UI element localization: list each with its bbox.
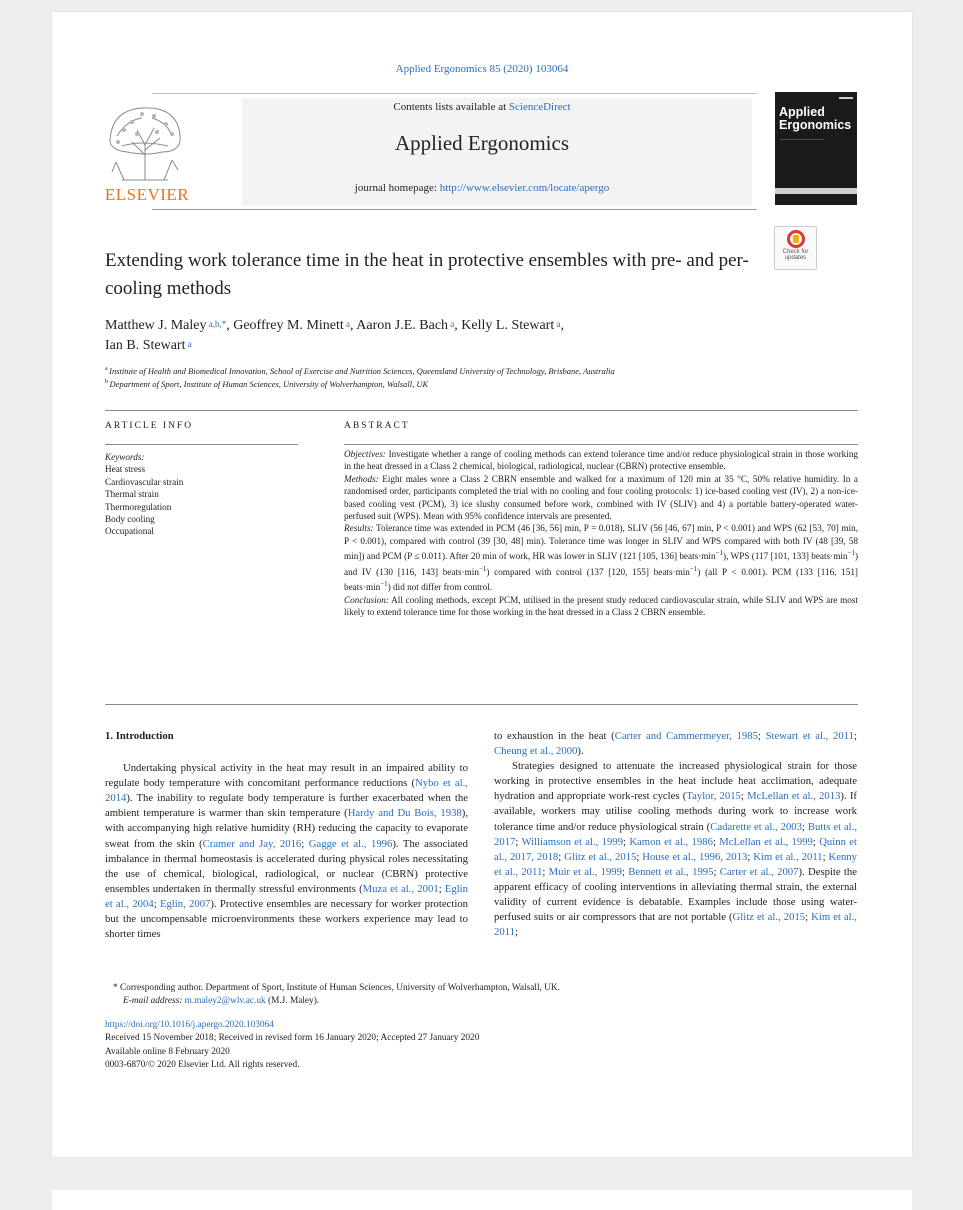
paragraph: Undertaking physical activity in the heat may result in an impaired ability to regulate body temperature with concomitant performance reductions (Nybo et al., 2014). The inability to regulate body temperature is further exacerbated when the ambient temperature is warmer than skin temperature (Hardy and Du Bois, 1938), with accompanying high relative humidity (RH) reducing the capacity to evaporate sweat from the skin (Cramer and Jay, 2016; Gagge et al., 1996). The associated imbalance in thermal homeostasis is accelerated during physical roles necessitating the use of chemical, biological, radiological, or nuclear (CBRN) protective ensembles undertaken in thermally stressful environments (Muza et al., 2001; Eglin et al., 2004; Eglin, 2007). Protective ensembles are necessary for worker protection but the uncompensable microenvironments these workers experience may lead to shorter times bbox=[105, 762, 468, 941]
keyword: Cardiovascular strain bbox=[105, 476, 184, 487]
citation-link[interactable]: Williamson et al., 1999 bbox=[521, 835, 624, 848]
affiliations bbox=[105, 364, 805, 390]
body-column-right bbox=[494, 729, 857, 940]
abstract-objectives: Objectives: Investigate whether a range of cooling methods can extend tolerance time and/or reduce physiological strain in those working in the heat dressed in a Class 2 chemical, biological, radiological, nuclear (CBRN) protective ensemble. bbox=[344, 449, 859, 472]
check-updates-label: Check for updates bbox=[782, 249, 809, 261]
citation-link[interactable]: Kenny et al., 2011 bbox=[494, 850, 857, 878]
homepage-link[interactable]: http://www.elsevier.com/locate/apergo bbox=[439, 182, 610, 194]
cover-subtitle: ——————————— bbox=[780, 136, 824, 141]
citation-link[interactable]: Quinn et al., 2017, 2018 bbox=[494, 835, 857, 863]
citation-link[interactable]: Muza et al., 2001 bbox=[362, 882, 439, 895]
author-list: Matthew J. Maley $^{a,b,*}$, Geoffrey M. Minett $^a$, Aaron J.E. Bach $^a$, Kelly L. Stewart $^a$, Ian B. Stewart $^a$ bbox=[105, 318, 564, 353]
abstract-rule bbox=[344, 444, 858, 445]
cover-title: Applied Ergonomics bbox=[779, 105, 852, 132]
corresponding-author-footnote: * Corresponding author. Department of Sport, Institute of Human Sciences, University of Wolverhampton, Walsall, UK. E-mail address: m.maley2@wlv.ac.uk (M.J. Maley). bbox=[113, 983, 560, 1006]
citation-link[interactable]: Kim et al., 2011 bbox=[494, 911, 857, 939]
email-link[interactable]: m.maley2@wlv.ac.uk bbox=[184, 996, 266, 1006]
paragraph: Strategies designed to attenuate the increased physiological strain for those working in protective ensembles in the heat include heat acclimation, adequate hydration and appropriate work-rest cycles (Taylor, 2015; McLellan et al., 2013). If available, workers may utilise cooling methods during work to increase work tolerance time and/or reduce physiological strain (Cadarette et al., 2003; Butts et al., 2017; Williamson et al., 1999; Kamon et al., 1986; McLellan et al., 1999; Quinn et al., 2017, 2018; Glitz et al., 2015; House et al., 1996, 2013; Kim et al., 2011; Kenny et al., 2011; Muir et al., 1999; Bennett et al., 1995; Carter et al., 2007). Despite the apparent efficacy of cooling interventions in alleviating thermal strain, the external validity of current evidence is debatable. Examples include those using water-perfused suits or air compressors that are not portable (Glitz et al., 2015; Kim et al., 2011; bbox=[494, 760, 857, 939]
check-for-updates-badge[interactable] bbox=[774, 226, 817, 270]
doi-link[interactable]: https://doi.org/10.1016/j.apergo.2020.103064 bbox=[105, 1020, 274, 1030]
copyright: 0003-6870/© 2020 Elsevier Ltd. All rights reserved. bbox=[105, 1059, 300, 1070]
contents-prefix: Contents lists available at bbox=[393, 101, 509, 113]
keyword: Thermal strain bbox=[105, 489, 159, 500]
citation-link[interactable]: Carter et al., 2007 bbox=[719, 865, 799, 878]
author-name: Ian B. Stewart bbox=[105, 338, 186, 353]
header-top-rule bbox=[152, 93, 757, 94]
journal-title: Applied Ergonomics bbox=[394, 131, 569, 155]
citation-link[interactable]: Eglin, 2007 bbox=[159, 897, 211, 910]
citation-link[interactable]: Eglin et al., 2004 bbox=[105, 882, 468, 910]
abstract-conclusion: Conclusion: All cooling methods, except PCM, utilised in the present study reduced cardiovascular strain, while SLIV and WPS are most likely to extend tolerance time for those working in the heat dressed in a Class 2 CBRN ensemble. bbox=[344, 594, 858, 618]
available-online: Available online 8 February 2020 bbox=[105, 1046, 230, 1057]
sciencedirect-link[interactable]: ScienceDirect bbox=[508, 101, 571, 113]
citation-link[interactable]: Cramer and Jay, 2016 bbox=[202, 837, 302, 850]
citation-link[interactable]: Cadarette et al., 2003 bbox=[710, 820, 802, 833]
author-name: Kelly L. Stewart bbox=[461, 318, 555, 333]
keyword: Thermoregulation bbox=[105, 501, 172, 512]
author-affiliation-marker[interactable]: a bbox=[448, 319, 455, 329]
keyword: Occupational bbox=[105, 526, 154, 537]
keyword: Heat stress bbox=[105, 464, 146, 475]
citation-link[interactable]: McLellan et al., 2013 bbox=[747, 790, 841, 803]
cover-bottom-bar bbox=[775, 188, 857, 194]
email-suffix: (M.J. Maley). bbox=[268, 996, 320, 1006]
citation-link[interactable]: Gagge et al., 1996 bbox=[308, 837, 393, 850]
article-info-rule bbox=[105, 444, 298, 445]
author-name: Aaron J.E. Bach bbox=[356, 318, 449, 333]
author-affiliation-marker[interactable]: a bbox=[554, 319, 561, 329]
header-bottom-rule bbox=[152, 209, 757, 210]
author-affiliation-marker[interactable]: a bbox=[343, 319, 351, 329]
email-label: E-mail address: bbox=[123, 996, 183, 1006]
journal-reference[interactable] bbox=[52, 63, 912, 75]
citation-link[interactable]: Muir et al., 1999 bbox=[548, 865, 622, 878]
keyword: Body cooling bbox=[105, 514, 155, 525]
citation-link[interactable]: House et al., 1996, 2013 bbox=[642, 850, 748, 863]
section-heading-introduction: 1. Introduction bbox=[105, 730, 174, 742]
paragraph-continued: to exhaustion in the heat (Carter and Cammermeyer, 1985; Stewart et al., 2011; Cheung et al., 2000). bbox=[494, 730, 857, 758]
abstract-heading: ABSTRACT bbox=[344, 421, 410, 431]
cover-top-mark bbox=[839, 97, 853, 99]
keywords-block bbox=[105, 451, 295, 538]
citation-link[interactable]: Butts et al., 2017 bbox=[494, 820, 857, 848]
journal-cover-thumbnail[interactable] bbox=[775, 92, 857, 205]
citation-link[interactable]: Kim et al., 2011 bbox=[753, 850, 823, 863]
citation-link[interactable]: Nybo et al., 2014 bbox=[105, 777, 468, 805]
affiliation-b: $^b$ Department of Sport, Institute of Human Sciences, University of Wolverhampton, Walsall, UK bbox=[105, 378, 429, 389]
homepage-prefix: journal homepage: bbox=[354, 182, 440, 194]
author-affiliation-marker[interactable]: a,b,* bbox=[206, 319, 227, 329]
received-dates: Received 15 November 2018; Received in revised form 16 January 2020; Accepted 27 January 2020 bbox=[105, 1033, 480, 1044]
divider bbox=[105, 704, 858, 705]
author-name: Geoffrey M. Minett bbox=[233, 318, 344, 333]
corresponding-author-text: Corresponding author. Department of Sport, Institute of Human Sciences, University of Wolverhampton, Walsall, UK. bbox=[119, 983, 560, 993]
elsevier-wordmark: ELSEVIER bbox=[104, 185, 190, 204]
citation-link[interactable]: Carter and Cammermeyer, 1985 bbox=[614, 730, 758, 742]
citation-link[interactable]: Bennett et al., 1995 bbox=[628, 865, 714, 878]
body-column-left bbox=[105, 729, 468, 942]
citation-link[interactable]: Glitz et al., 2015 bbox=[732, 911, 806, 924]
article-title: Extending work tolerance time in the heat in protective ensembles with pre- and per-cooling methods bbox=[105, 250, 749, 299]
citation-link[interactable]: McLellan et al., 1999 bbox=[719, 835, 813, 848]
citation-link[interactable]: Cheung et al., 2000 bbox=[494, 745, 578, 758]
affiliation-a: $^a$ Institute of Health and Biomedical Innovation, School of Exercise and Nutrition Sciences, Queensland University of Technology, Brisbane, Australia bbox=[105, 365, 615, 376]
abstract-body bbox=[344, 448, 858, 618]
next-page-edge bbox=[52, 1190, 912, 1210]
author-name: Matthew J. Maley bbox=[105, 318, 207, 333]
citation-link[interactable]: Glitz et al., 2015 bbox=[564, 850, 637, 863]
abstract-results: Results: Tolerance time was extended in PCM (46 [36, 56] min, P = 0.018), SLIV (56 [46, 67] min, P < 0.001) and WPS (62 [53, 70] min, P < 0.001), compared with control (39 [30, 48] min). Tolerance time was longer in SLIV and WPS compared with both IV (48 [39, 58 min]) and PCM (P ≤ 0.011). After 20 min of work, HR was lower in SLIV (121 [105, 136] $beats\cdot\min^{-1}$), WPS (117 [101, 133] $beats\cdot\min^{-1}$) and IV (130 [116, 143] $beats\cdot\min^{-1}$) compared with control (137 [120, 155] $beats\cdot\min^{-1}$) (all P < 0.001). PCM (133 [116, 151] $beats\cdot\min^{-1}$) did not differ from control. bbox=[344, 523, 859, 593]
citation-link[interactable]: Hardy and Du Bois, 1938 bbox=[347, 807, 462, 820]
article-info-heading: ARTICLE INFO bbox=[105, 421, 194, 431]
article-page bbox=[52, 12, 912, 1157]
citation-link[interactable]: Stewart et al., 2011 bbox=[765, 730, 854, 742]
keywords-heading: Keywords: bbox=[105, 452, 145, 462]
journal-reference-link[interactable]: Applied Ergonomics 85 (2020) 103064 bbox=[395, 63, 569, 75]
citation-link[interactable]: Kamon et al., 1986 bbox=[629, 835, 713, 848]
author-affiliation-marker[interactable]: a bbox=[185, 339, 192, 349]
check-updates-icon bbox=[787, 230, 805, 248]
divider bbox=[105, 410, 858, 411]
keywords-list bbox=[105, 463, 295, 537]
publication-info bbox=[105, 1019, 805, 1072]
citation-link[interactable]: Taylor, 2015 bbox=[686, 790, 741, 803]
abstract-methods: Methods: Eight males wore a Class 2 CBRN ensemble and walked for a maximum of 120 min at 35 °C, 50% relative humidity. In a randomised order, participants completed the trial with no cooling and four cooling protocols: 1) ice-based cooling vest (IV), 2) a non-ice-based cooling vest (PCM), 3) ice slushy consumed before work, combined with IV (SLIV) and 4) a portable battery-operated water-perfused suit (WPS). Mean with 95% confidence intervals are presented. bbox=[344, 473, 859, 522]
